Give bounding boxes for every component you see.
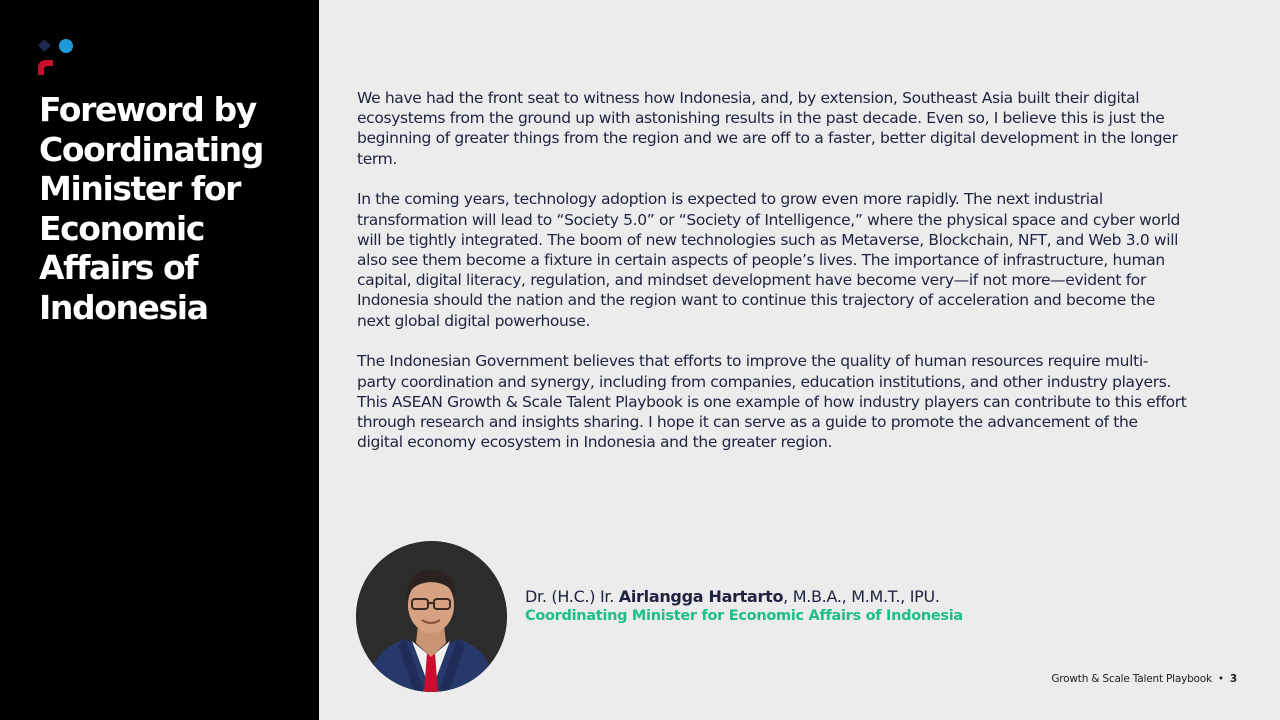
publication-title: Growth & Scale Talent Playbook [1051, 673, 1212, 685]
foreword-body [357, 88, 1187, 473]
paragraph-1: We have had the front seat to witness how Indonesia, and, by extension, Southeast Asia built their digital ecosystems from the ground up with astonishing results in the past decade. Even so, I believe this is just the beginning of greater things from the region and we are off to a faster, better digital development in the longer term. [357, 89, 1178, 168]
signature-block [525, 586, 963, 625]
page-number: 3 [1229, 673, 1237, 685]
name-suffix: , M.B.A., M.M.T., IPU. [783, 587, 940, 606]
paragraph-3: The Indonesian Government believes that efforts to improve the quality of human resources require multi-party coordination and synergy, including from companies, education institutions, and other industry players. This ASEAN Growth & Scale Talent Playbook is one example of how industry players can contribute to this effort through research and insights sharing. I hope it can serve as a guide to promote the advancement of the digital economy ecosystem in Indonesia and the greater region. [357, 352, 1187, 452]
name-main: Airlangga Hartarto [618, 587, 784, 606]
footer-separator: • [1217, 673, 1224, 685]
minister-name [525, 586, 963, 607]
page-footer [1051, 673, 1237, 685]
sidebar [0, 0, 319, 720]
minister-portrait [356, 541, 507, 692]
page-title: Foreword by Coordinating Minister for Economic Affairs of Indonesia [39, 90, 263, 327]
paragraph-2: In the coming years, technology adoption is expected to grow even more rapidly. The next industrial transformation will lead to “Society 5.0” or “Society of Intelligence,” where the physical space and cyber world will be tightly integrated. The boom of new technologies such as Metaverse, Blockchain, NFT, and Web 3.0 will also see them become a fixture in certain aspects of people’s lives. The importance of infrastructure, human capital, digital literacy, regulation, and mindset development have become very—if not more—evident for Indonesia should the nation and the region want to continue this trajectory of acceleration and become the next global digital powerhouse. [357, 190, 1181, 330]
minister-role: Coordinating Minister for Economic Affairs of Indonesia [525, 608, 963, 624]
name-prefix: Dr. (H.C.) Ir. [525, 587, 619, 606]
brand-logo-icon [36, 37, 76, 77]
